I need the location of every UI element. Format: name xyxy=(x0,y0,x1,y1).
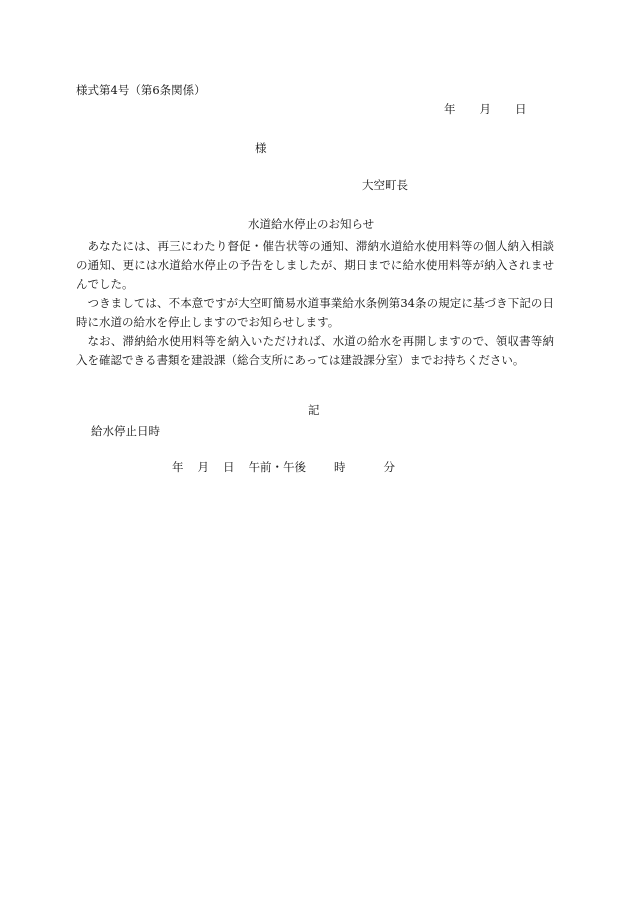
stop-hour: 時 xyxy=(334,460,346,474)
date-year: 年 xyxy=(444,102,456,116)
body-text xyxy=(76,237,554,370)
stop-ampm: 午前・午後 xyxy=(248,460,306,474)
paragraph-3: なお、滞納給水使用料等を納入いただければ、水道の給水を再開しますので、領収書等納入を確認できる書類を建設課（総合支所にあっては建設課分室）までお持ちください。 xyxy=(76,334,554,367)
date-month: 月 xyxy=(479,102,491,116)
document-title: 水道給水停止のお知らせ xyxy=(248,217,375,231)
date-day: 日 xyxy=(515,102,527,116)
date-line xyxy=(444,104,527,116)
stop-datetime-label: 給水停止日時 xyxy=(91,424,160,438)
stop-month: 月 xyxy=(197,460,209,474)
sender: 大空町長 xyxy=(362,178,408,192)
form-number: 様式第4号（第6条関係） xyxy=(76,83,206,97)
stop-day: 日 xyxy=(223,460,235,474)
paragraph-1: あなたには、再三にわたり督促・催告状等の通知、滞納水道給水使用料等の個人納入相談の通知、更には水道給水停止の予告をしましたが、期日までに給水使用料等が納入されませんでした。 xyxy=(76,239,554,291)
stop-minute: 分 xyxy=(383,460,395,474)
stop-year: 年 xyxy=(172,460,184,474)
ki-heading: 記 xyxy=(308,403,320,417)
addressee: 様 xyxy=(255,141,267,155)
stop-datetime xyxy=(172,462,395,474)
paragraph-2: つきましては、不本意ですが大空町簡易水道事業給水条例第34条の規定に基づき下記の日時に水道の給水を停止しますのでお知らせします。 xyxy=(76,296,554,329)
